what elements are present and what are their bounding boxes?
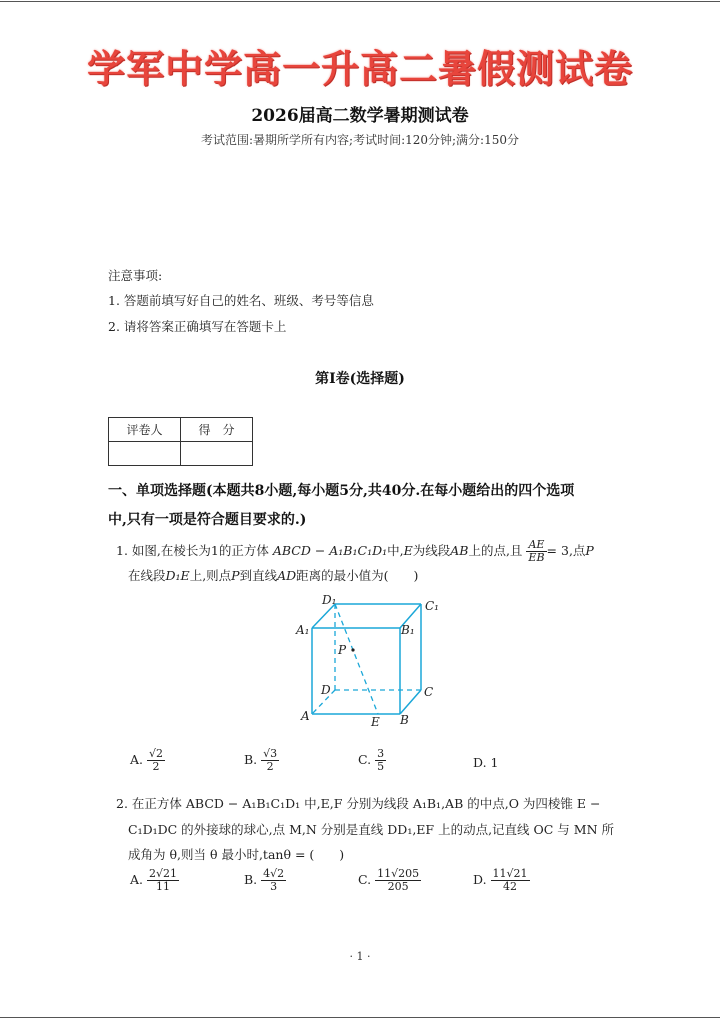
- part1-heading-line2: 中,只有一项是符合题目要求的.): [108, 512, 307, 528]
- grader-cell: [109, 442, 181, 466]
- q2-line1: 2. 在正方体 ABCD − A₁B₁C₁D₁ 中,E,F 分别为线段 A₁B₁,AB 的中点,O 为四棱锥 E −: [116, 796, 601, 811]
- label-D: D: [321, 683, 331, 697]
- q2-option-b: B. $\frac{4√2}{3}$: [244, 867, 285, 893]
- label-C1: C₁: [425, 599, 439, 613]
- label-B: B: [400, 713, 409, 727]
- bottom-rule: [0, 1017, 720, 1018]
- label-E: E: [371, 715, 380, 729]
- label-P: P: [338, 643, 347, 657]
- cube-figure: [290, 588, 450, 733]
- q2-option-c: C. $\frac{11√205}{205}$: [358, 867, 420, 893]
- label-A: A: [301, 709, 310, 723]
- label-A1: A₁: [296, 623, 310, 637]
- q1-line1: 1. 如图,在棱长为1的正方体 ABCD − A₁B₁C₁D₁中,E为线段AB上的点,且 $\frac{AE}{EB}$ = 3,点P: [116, 538, 594, 564]
- page-number: · 1 ·: [349, 950, 371, 963]
- q1-option-a: A. $\frac{√2}{2}$: [130, 747, 164, 773]
- score-cell: [181, 442, 253, 466]
- label-C: C: [424, 685, 434, 699]
- q1-line2: 在线段D₁E上,则点P到直线AD距离的最小值为( ): [128, 568, 419, 583]
- grader-table: [108, 417, 253, 466]
- part1-heading-line1: 一、单项选择题(本题共8小题,每小题5分,共40分.在每小题给出的四个选项: [108, 483, 575, 499]
- exam-subtitle: 考试范围:暑期所学所有内容;考试时间:120分钟;满分:150分: [200, 133, 520, 147]
- exam-title: 2026届高二数学暑期测试卷: [251, 106, 469, 126]
- label-D1: D₁: [322, 593, 337, 607]
- q1-option-c: C. $\frac{3}{5}$: [358, 747, 385, 773]
- notice-item: 1. 答题前填写好自己的姓名、班级、考号等信息: [108, 293, 374, 308]
- notice-heading: 注意事项:: [108, 268, 163, 283]
- grader-label: 评卷人: [109, 418, 181, 442]
- q2-line3: 成角为 θ,则当 θ 最小时,tanθ = ( ): [128, 847, 345, 862]
- top-rule: [0, 1, 720, 2]
- q1-ratio-fraction: $\frac{AE}{EB}$: [528, 538, 545, 564]
- notice-item: 2. 请将答案正确填写在答题卡上: [108, 319, 287, 334]
- q2-option-a: A. $\frac{2√21}{11}$: [130, 867, 178, 893]
- section-title: 第Ⅰ卷(选择题): [315, 371, 405, 387]
- q2-option-d: D. $\frac{11√21}{42}$: [473, 867, 528, 893]
- exam-banner: 学军中学高一升高二暑假测试卷: [86, 47, 633, 91]
- q1-option-d: D. 1: [473, 755, 499, 770]
- q2-line2: C₁D₁DC 的外接球的球心,点 M,N 分别是直线 DD₁,EF 上的动点,记直线 OC 与 MN 所: [128, 822, 614, 837]
- score-label: 得 分: [181, 418, 253, 442]
- label-B1: B₁: [401, 623, 415, 637]
- q1-option-b: B. $\frac{√3}{2}$: [244, 747, 278, 773]
